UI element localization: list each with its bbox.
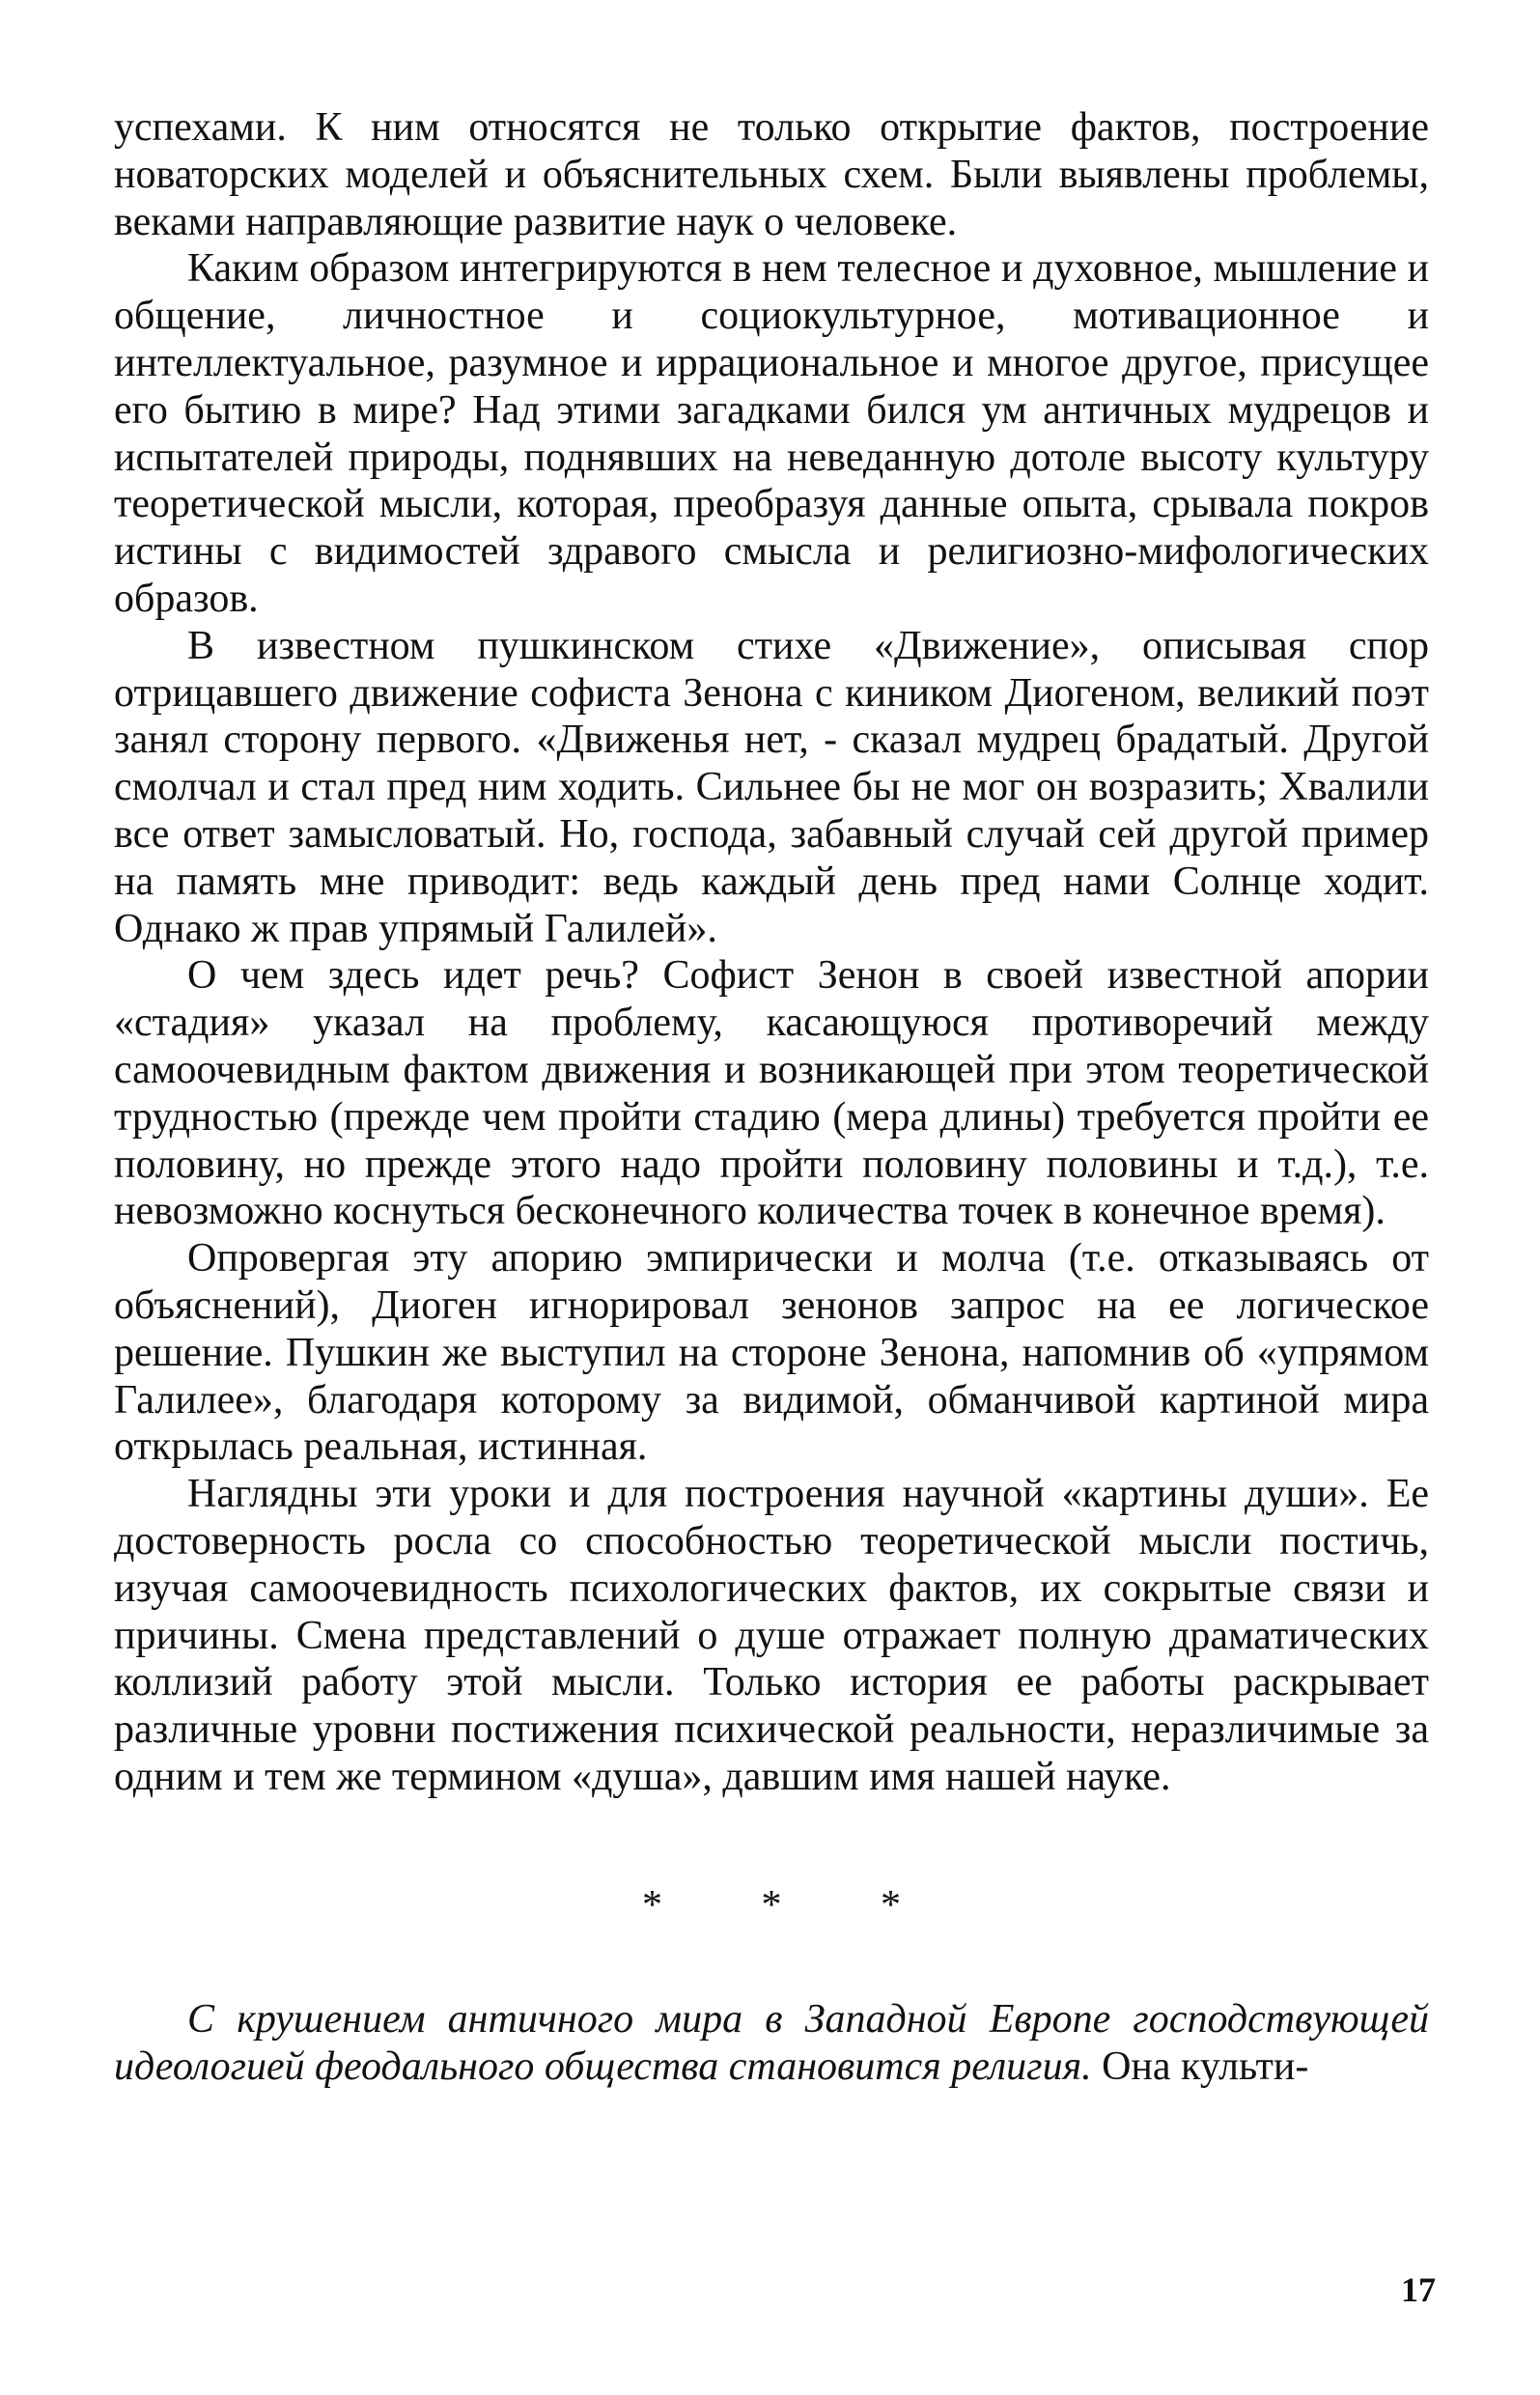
paragraph-4: О чем здесь идет речь? Софист Зенон в своей известной апории «стадия» указал на проблему, касающуюся противоречий между самоочевидным фактом движения и возникающей при этом теоретической трудностью (прежде чем пройти стадию (мера длины) требуется пройти ее половину, но прежде этого надо пройти половину половины и т.д.), т.е. невозможно коснуться бесконечного количества точек в конечное время). [114,953,1429,1234]
paragraph-7 [114,1996,1429,2091]
page-number: 17 [1401,2270,1436,2309]
paragraph-5: Опровергая эту апорию эмпирически и молча (т.е. отказываясь от объяснений), Диоген игнорировал зенонов запрос на ее логическое решение. Пушкин же выступил на стороне Зенона, напомнив об «упрямом Галилее», благодаря которому за видимой, обманчивой картиной мира открылась реальная, истинная. [114,1236,1429,1470]
section-separator: * * * [642,1882,945,1928]
italic-lead-text: С крушением античного мира в Западной Европе господствующей идеологией феодального общества становится религия. [114,1997,1429,2090]
paragraph-6: Наглядны эти уроки и для построения научной «картины души». Ее достоверность росла со способностью теоретической мысли постичь, изучая самоочевидность психологических фактов, их сокрытые связи и причины. Смена представлений о душе отражает полную драматических коллизий работу этой мысли. Только история ее работы раскрывает различные уровни постижения психической реальности, неразличимые за одним и тем же термином «душа», давшим имя нашей науке. [114,1472,1429,1799]
page-body [114,104,1429,2091]
continuation-text: Она культи- [1091,2044,1309,2090]
paragraph-2: Каким образом интегрируются в нем телесное и духовное, мышление и общение, личностное и социокультурное, мотивационное и интеллектуальное, разумное и иррациональное и многое другое, присущее его бытию в мире? Над этими загадками бился ум античных мудрецов и испытателей природы, поднявших на неведанную дотоле высоту культуру теоретической мысли, которая, преобразуя данные опыта, срывала покров истины с видимостей здравого смысла и религиозно-мифологических образов. [114,246,1429,621]
paragraph-3: В известном пушкинском стихе «Движение», описывая спор отрицавшего движение софиста Зенона с киником Диогеном, великий поэт занял сторону первого. «Движенья нет, - сказал мудрец брадатый. Другой смолчал и стал пред ним ходить. Сильнее бы не мог он возразить; Хвалили все ответ замысловатый. Но, господа, забавный случай сей другой пример на память мне приводит: ведь каждый день пред нами Солнце ходит. Однако ж прав упрямый Галилей». [114,623,1429,951]
paragraph-1: успехами. К ним относятся не только открытие фактов, построение новаторских моделей и объяснительных схем. Были выявлены проблемы, веками направляющие развитие наук о человеке. [114,105,1429,244]
